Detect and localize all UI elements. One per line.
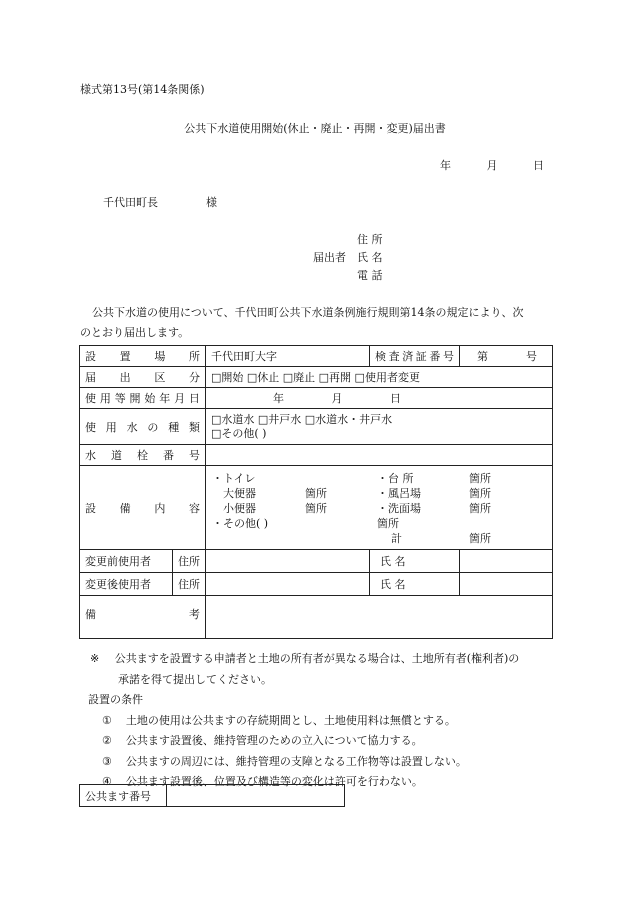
start-date-label: 使 用 等 開 始 年 月 日 xyxy=(85,392,200,405)
form-number: 様式第13号(第14条関係) xyxy=(80,83,205,96)
inspection-number-field[interactable] xyxy=(460,346,553,367)
water-type-options[interactable] xyxy=(206,409,553,445)
application-table xyxy=(79,345,553,639)
applicant-phone-label: 電 話 xyxy=(357,269,383,282)
equip-daibenki: 大便器 xyxy=(223,487,256,500)
lead-text xyxy=(80,303,555,343)
date-year: 年 xyxy=(440,159,451,172)
start-month: 月 xyxy=(331,392,343,405)
inspection-dai: 第 xyxy=(477,350,488,363)
lead-line-2: のとおり届出します。 xyxy=(80,326,190,339)
next-user-address-field[interactable] xyxy=(206,573,370,596)
row-start-date xyxy=(80,388,553,409)
next-user-address-label: 住所 xyxy=(173,573,206,596)
equipment-label: 設 備 内 容 xyxy=(85,501,200,515)
equip-bath-kasho: 箇所 xyxy=(469,487,491,500)
submission-date xyxy=(440,157,544,173)
location-value[interactable]: 千代田町大字 xyxy=(206,346,370,367)
equip-toilet: ・トイレ xyxy=(212,472,256,485)
water-type-label: 使 用 水 の 種 類 xyxy=(85,420,200,434)
conditions-title: 設置の条件 xyxy=(88,693,143,706)
water-options-line-1: □水道水 □井戸水 □水道水・井戸水 xyxy=(211,412,393,426)
equip-total-kasho: 箇所 xyxy=(469,532,491,545)
equip-kitchen-kasho: 箇所 xyxy=(469,472,491,485)
prev-user-name-field[interactable] xyxy=(460,550,553,573)
addressee-name: 千代田町長 xyxy=(103,196,158,209)
row-hydrant xyxy=(80,445,553,466)
applicant-name-label: 氏 名 xyxy=(357,251,383,264)
row-water-type xyxy=(80,409,553,445)
hydrant-label: 水 道 栓 番 号 xyxy=(85,449,200,462)
next-user-name-field[interactable] xyxy=(460,573,553,596)
next-user-label: 変更後使用者 xyxy=(80,573,173,596)
row-location xyxy=(80,346,553,367)
next-user-name-label: 氏 名 xyxy=(370,573,460,596)
applicant-label: 届出者 xyxy=(313,251,346,264)
prev-user-address-field[interactable] xyxy=(206,550,370,573)
equipment-field[interactable] xyxy=(206,466,553,550)
form-title: 公共下水道使用開始(休止・廃止・再開・変更)届出書 xyxy=(184,122,446,135)
applicant-address-label: 住 所 xyxy=(357,233,383,246)
equip-other: ・その他( ) xyxy=(212,517,269,530)
prev-user-address-label: 住所 xyxy=(173,550,206,573)
equip-other-kasho: 箇所 xyxy=(377,517,399,530)
equip-washroom: ・洗面場 xyxy=(377,502,421,515)
prev-user-label: 変更前使用者 xyxy=(80,550,173,573)
prev-user-name-label: 氏 名 xyxy=(370,550,460,573)
equip-kitchen: ・台 所 xyxy=(377,472,414,485)
condition-item: ④ 公共ます設置後、位置及び構造等の変化は許可を行わない。 xyxy=(102,775,423,788)
row-prev-user xyxy=(80,550,553,573)
public-basin-number-box xyxy=(79,784,345,807)
equip-bath: ・風呂場 xyxy=(377,487,421,500)
remarks-label: 備 考 xyxy=(85,608,200,621)
lead-line-1: 公共下水道の使用について、千代田町公共下水道条例施行規則第14条の規定により、次 xyxy=(92,306,524,319)
category-label: 届 出 区 分 xyxy=(85,371,200,384)
public-basin-number-label: 公共ます番号 xyxy=(80,785,167,807)
addressee-suffix: 様 xyxy=(206,196,217,209)
condition-item: ① 土地の使用は公共ますの存続期間とし、土地使用料は無償とする。 xyxy=(102,713,456,727)
remarks-field[interactable] xyxy=(206,596,553,639)
equip-washroom-kasho: 箇所 xyxy=(469,502,491,515)
addressee xyxy=(103,194,217,210)
start-year: 年 xyxy=(273,392,284,405)
date-day: 日 xyxy=(533,159,544,172)
category-options[interactable]: □開始 □休止 □廃止 □再開 □使用者変更 xyxy=(206,367,553,388)
notes xyxy=(90,649,560,793)
note-line-1: ※ 公共ますを設置する申請者と土地の所有者が異なる場合は、土地所有者(権利者)の xyxy=(90,652,520,665)
start-date-field[interactable] xyxy=(206,388,553,409)
public-basin-number-field[interactable] xyxy=(167,785,345,807)
condition-item: ③ 公共ますの周辺には、維持管理の支障となる工作物等は設置しない。 xyxy=(102,754,467,768)
note-mark: ※ xyxy=(90,652,100,665)
note-line-2: 承諾を得て提出してください。 xyxy=(118,672,272,686)
row-remarks xyxy=(80,596,553,639)
location-label: 設 置 場 所 xyxy=(85,350,200,363)
row-equipment xyxy=(80,466,553,550)
hydrant-number-field[interactable] xyxy=(206,445,553,466)
equip-shobenki-kasho: 箇所 xyxy=(305,502,327,515)
inspection-go: 号 xyxy=(526,350,537,363)
date-month: 月 xyxy=(486,159,498,172)
inspection-label: 検 査 済 証 番 号 xyxy=(370,346,460,367)
row-category xyxy=(80,367,553,388)
water-options-line-2: □その他( ) xyxy=(211,426,267,440)
condition-item: ② 公共ます設置後、維持管理のための立入について協力する。 xyxy=(102,734,423,747)
equip-total: 計 xyxy=(391,532,402,545)
equip-shobenki: 小便器 xyxy=(223,502,256,515)
row-next-user xyxy=(80,573,553,596)
equip-daibenki-kasho: 箇所 xyxy=(305,487,327,500)
start-day: 日 xyxy=(390,392,401,405)
